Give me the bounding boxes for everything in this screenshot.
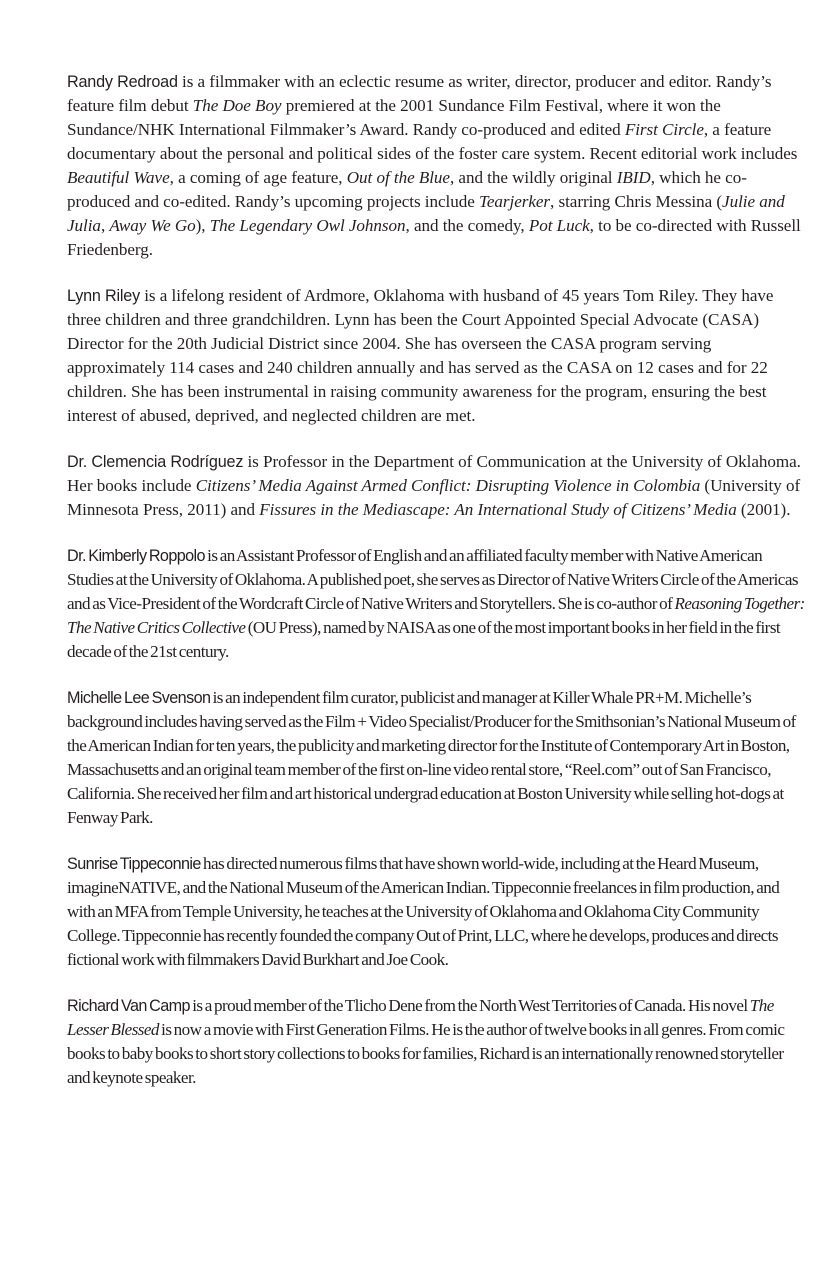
bio-paragraph (67, 686, 805, 830)
bio-text (67, 286, 773, 425)
title-italic: Tearjerker (478, 192, 551, 211)
bio-name: Dr. Clemencia Rodríguez (67, 453, 244, 471)
bio-name: Dr. Kimberly Roppolo (67, 547, 205, 565)
title-italic: The Lesser Blessed (67, 996, 774, 1039)
bio-text-run: (University of Minnesota Press, 2011) and (67, 476, 801, 519)
title-italic: Citizens’ Media Against Armed Conflict: Disrupting Violence in Colombia (195, 476, 701, 495)
bio-text-run: , and the comedy, (405, 216, 529, 235)
bio-text-run: is now a movie with First Generation Films. He is the author of twelve books in all genres. From comic books to baby books to short story collections to books for families, Richard is an internationally renowned storyteller and keynote speaker. (67, 1020, 785, 1087)
bio-paragraph (67, 994, 805, 1090)
bio-name: Sunrise Tippeconnie (67, 855, 201, 873)
title-italic: The Doe Boy (192, 96, 282, 115)
bio-richard-van-camp (67, 994, 805, 1090)
bio-text-run: (OU Press), named by NAISA as one of the most important books in her field in the first decade of the 21st century. (67, 618, 781, 661)
bio-text-run: , and the wildly original (449, 168, 617, 187)
title-italic: First Circle (624, 120, 704, 139)
bio-page (67, 70, 805, 1112)
bio-text-run: premiered at the 2001 Sundance Film Festival, where it won the Sundance/NHK International Filmmaker’s Award. Randy co-produced and edited (67, 96, 721, 139)
title-italic: The Legendary Owl Johnson (209, 216, 406, 235)
bio-text-run: is a filmmaker with an eclectic resume as writer, director, producer and editor. Randy’s feature film debut (67, 72, 772, 115)
bio-paragraph (67, 852, 805, 972)
bio-text-run: , a coming of age feature, (169, 168, 347, 187)
bio-text-run: is an independent film curator, publicist and manager at Killer Whale PR+M. Michelle’s background includes having served as the Film + Video Specialist/Producer for the Smithsonian’s National Museum of the American Indian for ten years, the publicity and marketing director for the Institute of Contemporary Art in Boston, Massachusetts and an original team member of the first on-line video rental store, “Reel.com” out of San Francisco, California. She received her film and art historical undergrad education at Boston University while selling hot-dogs at Fenway Park. (67, 688, 796, 827)
title-italic: Out of the Blue (346, 168, 450, 187)
bio-text (67, 688, 796, 827)
title-italic: IBID (616, 168, 651, 187)
bio-text-run: , a feature documentary about the personal and political sides of the foster care system. Recent editorial work includes (67, 120, 798, 163)
bio-clemencia-rodriguez (67, 450, 805, 522)
bio-text-run: (2001). (736, 500, 791, 519)
bio-text-run: , starring Chris Messina ( (550, 192, 723, 211)
bio-paragraph (67, 544, 805, 664)
bio-text-run: is a proud member of the Tlicho Dene from the North West Territories of Canada. His novel (189, 996, 750, 1015)
bio-text-run: is a lifelong resident of Ardmore, Oklahoma with husband of 45 years Tom Riley. They have three children and three grandchildren. Lynn has been the Court Appointed Special Advocate (CASA) Director for the 20th Judicial District since 2004. She has overseen the CASA program serving approximately 114 cases and 240 children annually and has served as the CASA on 12 cases and for 22 children. She has been instrumental in raising community awareness for the program, ensuring the best interest of abused, deprived, and neglected children are met. (67, 286, 774, 425)
bio-kimberly-roppolo (67, 544, 805, 664)
bio-text-run: , (100, 216, 110, 235)
bio-text-run: ), (195, 216, 210, 235)
bio-name: Lynn Riley (67, 287, 140, 305)
bio-text-run: has directed numerous films that have shown world-wide, including at the Heard Museum, imagineNATIVE, and the National Museum of the American Indian. Tippeconnie freelances in film production, and with an MFA from Temple University, he teaches at the University of Oklahoma and Oklahoma City Community College. Tippeconnie has recently founded the company Out of Print, LLC, where he develops, produces and directs fictional work with filmmakers David Burkhart and Joe Cook. (67, 854, 780, 969)
bio-name: Randy Redroad (67, 73, 178, 91)
bio-text-run: is an Assistant Professor of English and an affiliated faculty member with Native American Studies at the University of Oklahoma. A published poet, she serves as Director of Native Writers Circle of the Americas and as Vice-President of the Wordcraft Circle of Native Writers and Storytellers. She is co-author of (67, 546, 798, 613)
bio-randy-redroad (67, 70, 805, 262)
title-italic: Reasoning Together: The Native Critics Collective (67, 594, 805, 637)
title-italic: Fissures in the Mediascape: An International Study of Citizens’ Media (259, 500, 737, 519)
bio-paragraph (67, 450, 805, 522)
bio-text-run: is Professor in the Department of Communication at the University of Oklahoma. Her books include (67, 452, 801, 495)
bio-lynn-riley (67, 284, 805, 428)
bio-name: Richard Van Camp (67, 997, 190, 1015)
bio-text (67, 72, 801, 259)
bio-michelle-lee-svenson (67, 686, 805, 830)
bio-paragraph (67, 70, 805, 262)
bio-text-run: , to be co-directed with Russell Friedenberg. (67, 216, 801, 259)
bio-name: Michelle Lee Svenson (67, 689, 211, 707)
title-italic: Julie and Julia (67, 192, 785, 235)
title-italic: Away We Go (109, 216, 196, 235)
bio-text-run: , which he co-produced and co-edited. Randy’s upcoming projects include (67, 168, 747, 211)
title-italic: Pot Luck (528, 216, 590, 235)
bio-paragraph (67, 284, 805, 428)
title-italic: Beautiful Wave (67, 168, 170, 187)
bio-sunrise-tippeconnie (67, 852, 805, 972)
